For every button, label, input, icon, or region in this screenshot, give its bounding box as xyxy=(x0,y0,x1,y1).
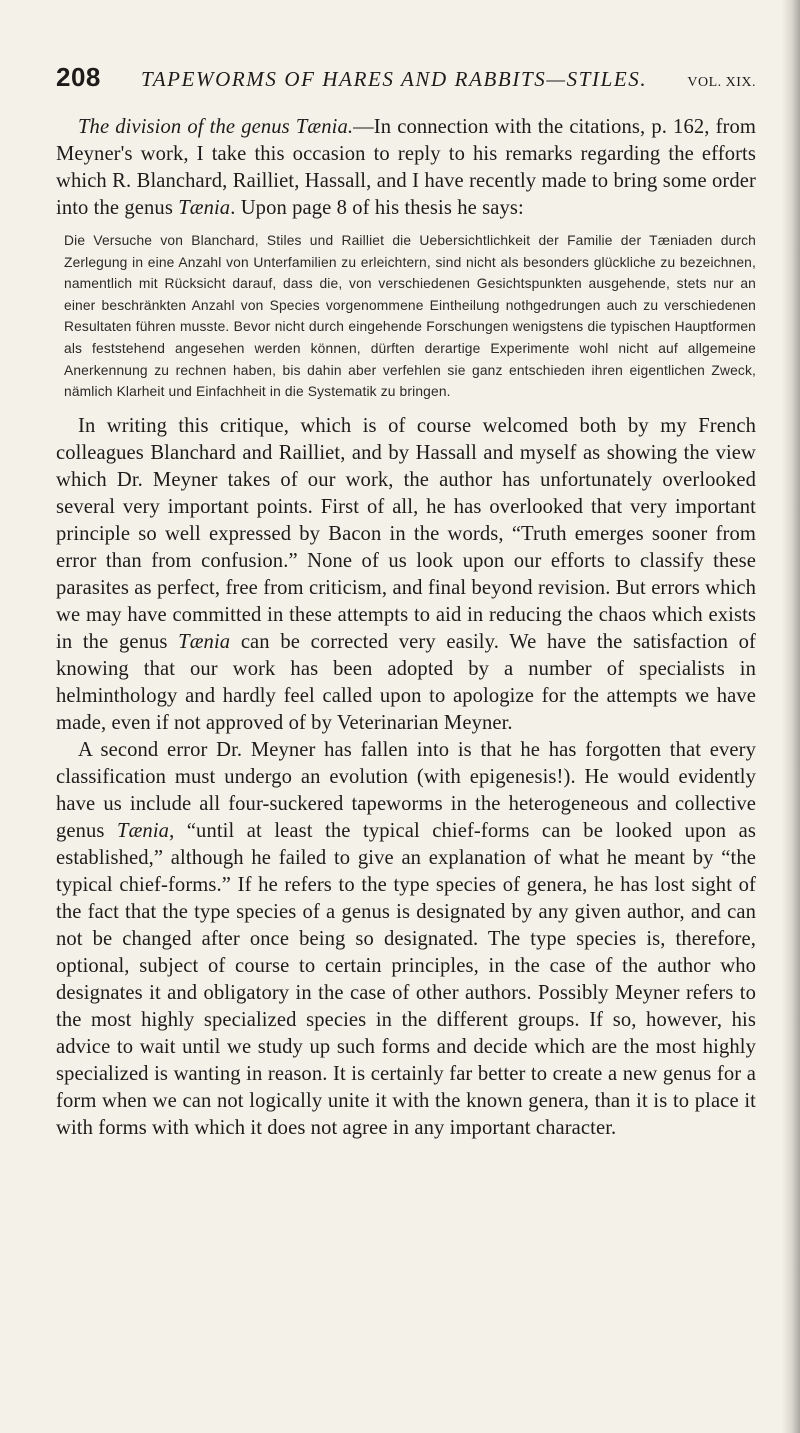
genus-name: Tænia xyxy=(117,819,170,842)
paragraph-1 xyxy=(56,114,756,222)
page-edge-shadow xyxy=(782,0,800,1433)
paragraph-2-text-a: In writing this critique, which is of course welcomed both by my French colleagues Blanchard and Railliet, and by Hassall and myself as showing the view which Dr. Meyner takes of our work, the author has unfortunately overlooked several very important points. First of all, he has overlooked that very important principle so well expressed by Bacon in the words, “Truth emerges sooner from error than from confusion.” None of us look upon our efforts to classify these parasites as perfect, free from criticism, and final beyond revision. But errors which we may have committed in these attempts to aid in reducing the chaos which exists in the genus xyxy=(56,414,756,653)
body-text xyxy=(56,114,756,1142)
paragraph-3-text-a: A second error Dr. Meyner has fallen into is that he has forgotten that every classification must undergo an evolution (with epigenesis!). He would evidently have us include all four-suckered tapeworms in the heterogeneous and collective genus xyxy=(56,738,756,842)
volume-label: VOL. XIX. xyxy=(687,75,756,90)
paragraph-3-text-b: , “until at least the typical chief-forms can be looked upon as established,” although he failed to give an explanation of what he meant by “the typical chief-forms.” If he refers to the type species of genera, he has lost sight of the fact that the type species of a genus is designated by any given author, and can not be changed after once being so designated. The type species is, therefore, optional, subject of course to certain principles, in the case of the author who designates it and obligatory in the case of other authors. Possibly Meyner refers to the most highly specialized species in the different groups. If so, however, his advice to wait until we study up such forms and decide which are the most highly specialized is wanting in reason. It is certainly far better to create a new genus for a form when we can not logically unite it with the known genera, than it is to place it with forms with which it does not agree in any important character. xyxy=(56,819,757,1139)
section-title: The division of the genus Tænia. xyxy=(78,116,354,138)
paragraph-3 xyxy=(56,737,756,1142)
paragraph-1-text-b: . Upon page 8 of his thesis he says: xyxy=(230,197,524,219)
paragraph-1-text-a: —In connection with the citations, p. 162, from Meyner's work, I take this occasion to reply to his remarks regarding the efforts which R. Blanchard, Railliet, Hassall, and I have recently made to bring some order into the genus xyxy=(56,116,757,219)
paragraph-2 xyxy=(56,413,756,737)
german-block-quote: Die Versuche von Blanchard, Stiles und Railliet die Uebersichtlichkeit der Familie der Tæniaden durch Zerlegung in eine Anzahl von Unterfamilien zu erleichtern, sind nicht als besonders glückliche zu bezeichnen, namentlich mit Rücksicht darauf, dass die, von verschiedenen Gesichtspunkten ausgehende, stets nur an einer beschränkten Anzahl von Species vorgenommene Eintheilung nothgedrungen auch zu verschiedenen Resultaten führen musste. Bevor nicht durch eingehende Forschungen wenigstens die typischen Hauptformen als feststehend angesehen werden können, dürften derartige Experimente wohl nicht auf allgemeine Anerkennung zu rechnen haben, bis dahin aber verfehlen sie ganz entschieden ihren eigentlichen Zweck, nämlich Klarheit und Einfachheit in die Systematik zu bringen. xyxy=(64,233,756,400)
running-head xyxy=(56,62,756,114)
running-title: TAPEWORMS OF HARES AND RABBITS—STILES. xyxy=(141,67,648,91)
genus-name: Tænia xyxy=(178,630,231,653)
paragraph-2-text-b: can be corrected very easily. We have the satisfaction of knowing that our work has been adopted by a number of specialists in helminthology and hardly feel called upon to apologize for the attempts we have made, even if not approved of by Veterinarian Meyner. xyxy=(56,630,756,734)
genus-name: Tænia xyxy=(178,197,231,219)
book-page xyxy=(56,62,756,1142)
page-number: 208 xyxy=(56,62,101,92)
